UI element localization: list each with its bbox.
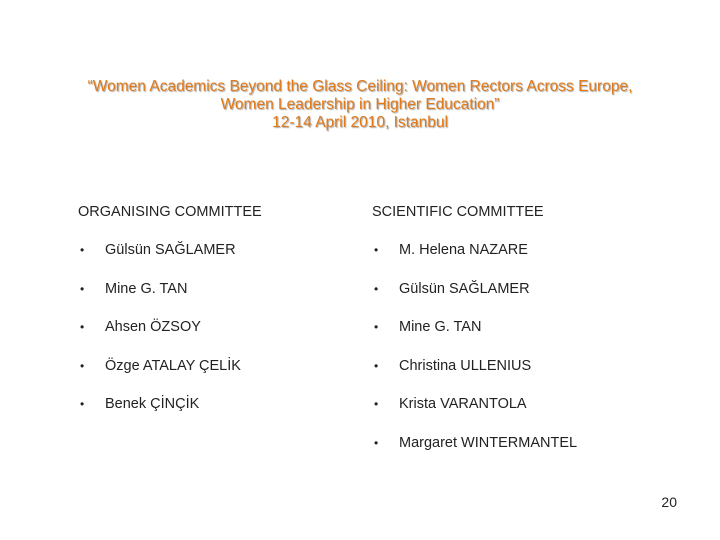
list-item <box>372 238 672 277</box>
member-name: Krista VARANTOLA <box>399 396 527 413</box>
member-name: Benek ÇİNÇİK <box>105 396 200 413</box>
list-item <box>372 315 672 354</box>
scientific-committee <box>372 200 672 470</box>
list-item <box>78 277 348 316</box>
member-name: Margaret WINTERMANTEL <box>399 434 578 451</box>
organising-committee-heading: ORGANISING COMMITTEE <box>78 204 262 220</box>
conference-title <box>0 78 720 132</box>
member-name: Ahsen ÖZSOY <box>105 319 201 336</box>
list-item <box>372 354 672 393</box>
member-name: Gülsün SAĞLAMER <box>105 242 236 258</box>
title-line-3: 12-14 April 2010, Istanbul <box>272 114 448 131</box>
member-name: Gülsün SAĞLAMER <box>399 280 530 297</box>
member-name: Mine G. TAN <box>105 280 188 297</box>
bullet-icon: • <box>374 435 379 450</box>
list-item <box>372 277 672 316</box>
title-line-2: Women Leadership in Higher Education” <box>220 96 500 113</box>
organising-committee <box>78 200 348 431</box>
list-item <box>372 392 672 431</box>
bullet-icon: • <box>80 281 85 296</box>
scientific-committee-heading: SCIENTIFIC COMMITTEE <box>372 204 544 220</box>
bullet-icon: • <box>374 320 379 335</box>
member-name: Christina ULLENIUS <box>399 357 532 374</box>
scientific-member-list <box>372 238 672 470</box>
bullet-icon: • <box>80 358 85 373</box>
list-item <box>78 354 348 393</box>
list-item <box>78 238 348 277</box>
list-item <box>78 315 348 354</box>
list-item <box>372 431 672 470</box>
member-name: Özge ATALAY ÇELİK <box>105 357 241 374</box>
list-item <box>78 392 348 431</box>
member-name: Mine G. TAN <box>399 319 482 336</box>
title-line-1: “Women Academics Beyond the Glass Ceiling: Women Rectors Across Europe, <box>87 78 633 95</box>
page-number: 20 <box>661 494 677 510</box>
bullet-icon: • <box>80 397 85 412</box>
bullet-icon: • <box>374 243 379 257</box>
bullet-icon: • <box>374 397 379 412</box>
organising-member-list <box>78 238 348 431</box>
bullet-icon: • <box>374 281 379 296</box>
member-name: M. Helena NAZARE <box>399 242 528 258</box>
bullet-icon: • <box>80 320 85 335</box>
bullet-icon: • <box>80 243 85 257</box>
bullet-icon: • <box>374 358 379 373</box>
